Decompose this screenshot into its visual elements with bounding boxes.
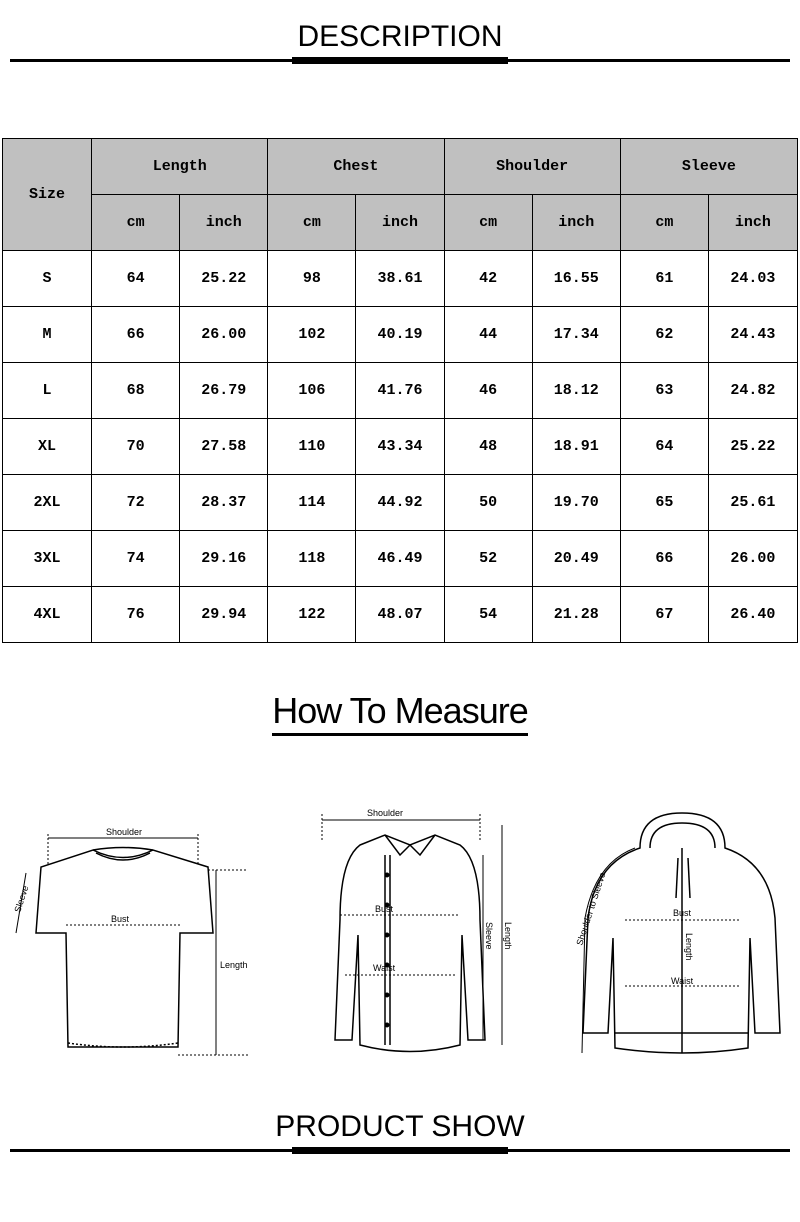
shirt-shoulder-label: Shoulder bbox=[367, 808, 404, 818]
table-cell: 21.28 bbox=[532, 587, 620, 643]
hoodie-shoulder-to-sleeve-label: Shoulder to Sleeve bbox=[574, 871, 608, 947]
shirt-length-label: Length bbox=[503, 922, 513, 950]
table-cell: 29.16 bbox=[180, 531, 268, 587]
table-cell: L bbox=[3, 363, 92, 419]
product-show-header bbox=[0, 1100, 800, 1170]
group-header-sleeve: Sleeve bbox=[620, 139, 797, 195]
table-cell: 98 bbox=[268, 251, 356, 307]
unit-header: inch bbox=[708, 195, 797, 251]
table-cell: 118 bbox=[268, 531, 356, 587]
table-row bbox=[3, 251, 798, 307]
group-header-shoulder: Shoulder bbox=[444, 139, 620, 195]
shirt-sleeve-label: Sleeve bbox=[484, 922, 494, 950]
table-row bbox=[3, 587, 798, 643]
tshirt-sleeve-label: Sleeve bbox=[12, 884, 31, 914]
size-chart-table bbox=[2, 138, 798, 643]
table-cell: 24.43 bbox=[708, 307, 797, 363]
unit-header: cm bbox=[268, 195, 356, 251]
shirt-bust-label: Bust bbox=[375, 904, 394, 914]
table-cell: 20.49 bbox=[532, 531, 620, 587]
table-cell: 61 bbox=[620, 251, 708, 307]
table-cell: 72 bbox=[92, 475, 180, 531]
table-cell: 26.79 bbox=[180, 363, 268, 419]
description-header bbox=[0, 10, 800, 80]
table-cell: 122 bbox=[268, 587, 356, 643]
shirt-diagram bbox=[290, 800, 530, 1065]
table-cell: 64 bbox=[620, 419, 708, 475]
description-title: DESCRIPTION bbox=[297, 20, 503, 53]
table-cell: 42 bbox=[444, 251, 532, 307]
table-cell: 38.61 bbox=[356, 251, 444, 307]
table-row bbox=[3, 363, 798, 419]
table-cell: 46 bbox=[444, 363, 532, 419]
table-cell: 44 bbox=[444, 307, 532, 363]
shirt-waist-label: Waist bbox=[373, 963, 396, 973]
table-cell: 70 bbox=[92, 419, 180, 475]
table-cell: 66 bbox=[92, 307, 180, 363]
unit-header: inch bbox=[180, 195, 268, 251]
unit-header: inch bbox=[532, 195, 620, 251]
table-cell: 106 bbox=[268, 363, 356, 419]
table-row bbox=[3, 475, 798, 531]
how-to-measure-heading bbox=[0, 690, 800, 732]
hoodie-bust-label: Bust bbox=[673, 908, 692, 918]
table-cell: 110 bbox=[268, 419, 356, 475]
table-cell: 65 bbox=[620, 475, 708, 531]
table-cell: 16.55 bbox=[532, 251, 620, 307]
table-cell: 18.91 bbox=[532, 419, 620, 475]
table-cell: 25.22 bbox=[708, 419, 797, 475]
product-show-title: PRODUCT SHOW bbox=[275, 1110, 525, 1143]
header-bar bbox=[292, 1147, 508, 1154]
table-cell: 48.07 bbox=[356, 587, 444, 643]
table-cell: 29.94 bbox=[180, 587, 268, 643]
tshirt-shoulder-label: Shoulder bbox=[106, 827, 143, 837]
hoodie-diagram bbox=[570, 808, 795, 1066]
table-cell: 54 bbox=[444, 587, 532, 643]
hoodie-length-label: Length bbox=[684, 933, 694, 961]
table-cell: 28.37 bbox=[180, 475, 268, 531]
table-cell: 74 bbox=[92, 531, 180, 587]
group-header-chest: Chest bbox=[268, 139, 444, 195]
table-cell: 26.00 bbox=[708, 531, 797, 587]
table-cell: 102 bbox=[268, 307, 356, 363]
table-cell: 2XL bbox=[3, 475, 92, 531]
table-cell: 76 bbox=[92, 587, 180, 643]
unit-header: cm bbox=[444, 195, 532, 251]
table-cell: 114 bbox=[268, 475, 356, 531]
unit-header: inch bbox=[356, 195, 444, 251]
table-row bbox=[3, 531, 798, 587]
tshirt-outline bbox=[36, 850, 213, 1047]
table-cell: 66 bbox=[620, 531, 708, 587]
table-cell: 43.34 bbox=[356, 419, 444, 475]
tshirt-diagram bbox=[8, 815, 258, 1070]
table-cell: 26.00 bbox=[180, 307, 268, 363]
unit-header: cm bbox=[620, 195, 708, 251]
table-cell: 26.40 bbox=[708, 587, 797, 643]
table-row bbox=[3, 307, 798, 363]
table-cell: 25.22 bbox=[180, 251, 268, 307]
table-cell: 67 bbox=[620, 587, 708, 643]
tshirt-bust-label: Bust bbox=[111, 914, 130, 924]
header-bar bbox=[292, 57, 508, 64]
table-cell: 63 bbox=[620, 363, 708, 419]
size-table-body bbox=[3, 251, 798, 643]
table-cell: 50 bbox=[444, 475, 532, 531]
table-cell: 46.49 bbox=[356, 531, 444, 587]
table-row bbox=[3, 419, 798, 475]
table-cell: 68 bbox=[92, 363, 180, 419]
tshirt-length-label: Length bbox=[220, 960, 248, 970]
table-cell: 64 bbox=[92, 251, 180, 307]
unit-header: cm bbox=[92, 195, 180, 251]
group-header-length: Length bbox=[92, 139, 268, 195]
shirt-outline bbox=[335, 835, 485, 1052]
table-cell: 19.70 bbox=[532, 475, 620, 531]
table-cell: 18.12 bbox=[532, 363, 620, 419]
table-cell: 44.92 bbox=[356, 475, 444, 531]
table-cell: 41.76 bbox=[356, 363, 444, 419]
table-cell: 40.19 bbox=[356, 307, 444, 363]
hoodie-waist-label: Waist bbox=[671, 976, 694, 986]
table-cell: M bbox=[3, 307, 92, 363]
table-cell: XL bbox=[3, 419, 92, 475]
table-cell: 62 bbox=[620, 307, 708, 363]
table-cell: 3XL bbox=[3, 531, 92, 587]
size-header: Size bbox=[3, 139, 92, 251]
table-cell: S bbox=[3, 251, 92, 307]
table-cell: 27.58 bbox=[180, 419, 268, 475]
how-to-measure-title: How To Measure bbox=[272, 690, 527, 736]
table-cell: 25.61 bbox=[708, 475, 797, 531]
table-cell: 17.34 bbox=[532, 307, 620, 363]
table-cell: 24.82 bbox=[708, 363, 797, 419]
table-cell: 52 bbox=[444, 531, 532, 587]
table-cell: 24.03 bbox=[708, 251, 797, 307]
table-cell: 4XL bbox=[3, 587, 92, 643]
table-cell: 48 bbox=[444, 419, 532, 475]
